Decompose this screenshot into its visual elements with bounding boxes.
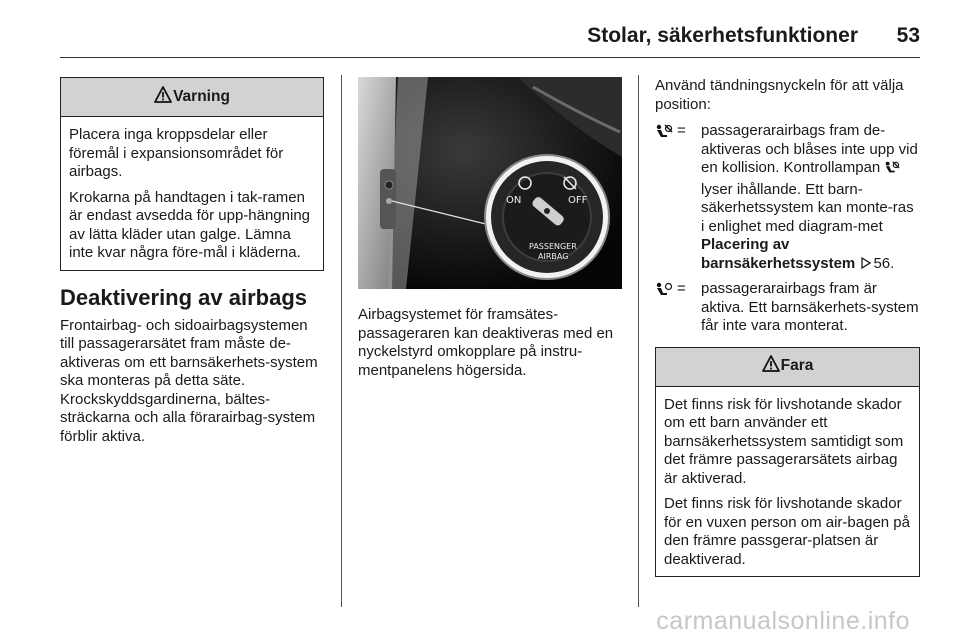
- switch-label-passenger: PASSENGER: [529, 242, 577, 251]
- airbag-switch-photo: [358, 77, 622, 289]
- header-rule: [60, 57, 920, 58]
- switch-label-airbag: AIRBAG: [538, 252, 569, 261]
- column-divider: [638, 75, 639, 607]
- danger-title: Fara: [780, 357, 814, 375]
- airbag-off-indicator-icon: [884, 161, 900, 181]
- page-reference-arrow-icon: [861, 256, 871, 275]
- warning-paragraph: Placera inga kroppsdelar eller föremål i expansionsområdet för airbags.: [69, 126, 284, 180]
- body-text: Frontairbag- och sidoairbagsystemen till passagerarsätet fram måste de-aktiveras om ett barnsäkerhets-system ska monteras på detta säte. Krockskyddsgardinerna, bältes-sträckarna och alla förarairbag-system förblir aktiva.: [60, 316, 318, 445]
- danger-box-header: [656, 348, 919, 387]
- warning-box-body: [61, 117, 323, 270]
- definition-text-part: lyser ihållande. Ett barn-säkerhetssystem kan monte-ras i enlighet med diagram-met: [701, 180, 914, 235]
- definition-symbol: =: [677, 280, 686, 297]
- page-reference[interactable]: 56.: [873, 254, 895, 272]
- page-title: Stolar, säkerhetsfunktioner: [587, 24, 858, 47]
- left-column: [60, 77, 324, 446]
- danger-paragraph: Det finns risk för livshotande skador för en vuxen person om air-bagen på den främre passgerar-platsen är deaktiverad.: [664, 495, 910, 568]
- watermark: carmanualsonline.info: [656, 607, 910, 635]
- column-divider: [341, 75, 342, 607]
- right-column: [655, 77, 920, 577]
- warning-triangle-icon: [762, 355, 780, 378]
- danger-box-body: [656, 387, 919, 577]
- danger-box: [655, 347, 920, 578]
- switch-label-on: ON: [506, 195, 522, 206]
- switch-label-off: OFF: [568, 195, 588, 206]
- airbag-switch-illustration: [358, 77, 622, 289]
- definition-row: [655, 280, 920, 336]
- page-number: 53: [896, 24, 920, 47]
- definition-symbol: =: [677, 122, 686, 139]
- cross-reference-link[interactable]: Placering av barnsäkerhetssystem: [701, 236, 856, 272]
- definition-row: [655, 122, 920, 274]
- section-heading: Deaktivering av airbags: [60, 284, 308, 310]
- airbag-off-icon: [655, 122, 677, 274]
- image-caption: Airbagsystemet för framsätes-passageraren kan deaktiveras med en nyckelstyrd omkopplare på instru-mentpanelens högersida.: [358, 306, 614, 379]
- airbag-on-icon: [655, 280, 677, 336]
- definition-text-part: passagerarairbags fram de-aktiveras och blåses inte upp vid en kollision. Kontrollampan: [701, 122, 918, 176]
- danger-paragraph: Det finns risk för livshotande skador om ett barn använder ett barnsäkerhetssystem samtidigt som det främre passagerarsätets airbag är aktiverad.: [664, 395, 904, 487]
- warning-triangle-icon: [154, 86, 172, 109]
- middle-column: [358, 77, 622, 380]
- warning-paragraph: Krokarna på handtagen i tak-ramen är endast avsedda för upp-hängning av lätta kläder utan galge. Lämna inte kvar några före-mål i kläderna.: [69, 188, 311, 261]
- warning-box-header: [61, 78, 323, 117]
- page-header: [60, 14, 920, 58]
- warning-box: [60, 77, 324, 271]
- definition-text: [701, 122, 920, 274]
- intro-text: Använd tändningsnyckeln för att välja position:: [655, 77, 904, 113]
- warning-title: Varning: [173, 87, 230, 105]
- definition-text: passagerarairbags fram är aktiva. Ett barnsäkerhets-system får inte vara monterat.: [701, 280, 919, 334]
